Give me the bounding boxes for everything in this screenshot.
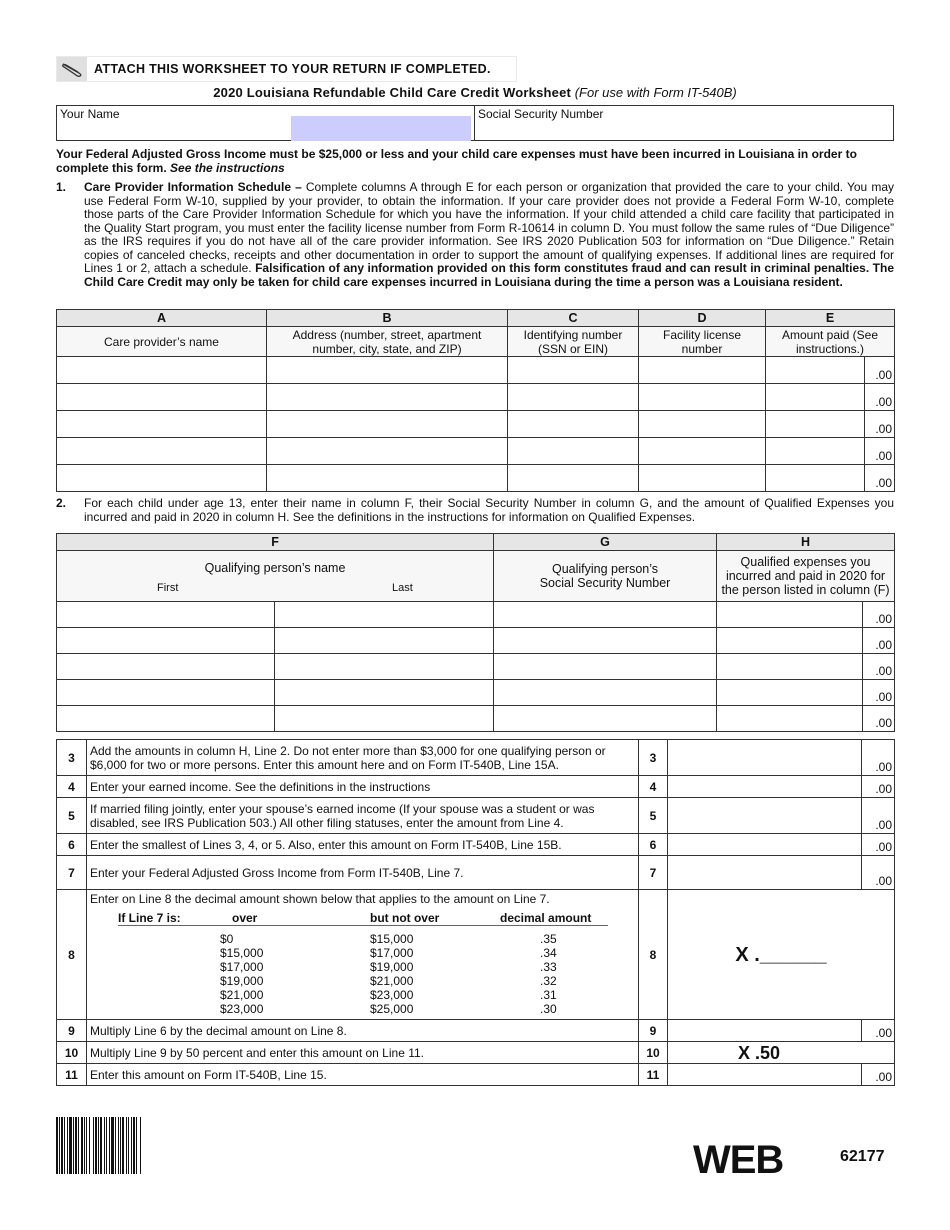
line-3-number: 3: [57, 740, 87, 776]
provider-amount-input[interactable]: [766, 438, 865, 465]
line-2-text: For each child under age 13, enter their name in column F, their Social Security Number in column G, and the amount of Qualified Expenses you incurred and paid in 2020 in column H. See the definitions in the instructions for information on Qualified Expenses.: [84, 496, 894, 524]
line-9-text: Multiply Line 6 by the decimal amount on Line 8.: [87, 1020, 639, 1042]
col-f-label: Qualifying person’s name: [204, 561, 346, 575]
cents-label: .00: [863, 680, 895, 706]
line-1-warning: Falsification of any information provided on this form constitutes fraud and can result in criminal penalties. The Child Care Credit may only be taken for child care expenses incurred in Louisiana during the time a person was a Louisiana resident.: [84, 261, 894, 289]
child-last-name-input[interactable]: [275, 654, 494, 680]
col-g-label: Qualifying person’s Social Security Number: [494, 551, 717, 602]
col-e-label: Amount paid (See instructions.): [766, 327, 895, 357]
provider-license-input[interactable]: [639, 357, 766, 384]
child-first-name-input[interactable]: [57, 706, 275, 732]
line-7-number: 7: [57, 856, 87, 890]
provider-name-input[interactable]: [57, 384, 267, 411]
line-8-content: [87, 890, 639, 1020]
child-expense-input[interactable]: [717, 680, 863, 706]
over-value: $17,000: [220, 959, 264, 974]
provider-name-input[interactable]: [57, 438, 267, 465]
eligibility-notice-text: Your Federal Adjusted Gross Income must be $25,000 or less and your child care expenses must have been incurred in Louisiana in order to complete this form.: [56, 147, 857, 175]
line-4-number-right: 4: [639, 776, 668, 798]
line-11-text: Enter this amount on Form IT-540B, Line 15.: [87, 1064, 639, 1086]
provider-row: [57, 438, 895, 465]
col-c-label: Identifying number (SSN or EIN): [508, 327, 639, 357]
line-1-text: Complete columns A through E for each person or organization that provided the care to your child. You may use Federal Form W-10, supplied by your provider, to obtain the information. If your care provider does not provide a Federal Form W-10, complete those parts of the Care Provider Information Schedule for which you have the information. If your child attended a child care facility that participated in the Quality Start program, you must enter the facility license number from Form R-10614 in column D. You must follow the same rules of “Due Diligence” as the IRS requires if you do not have all of the care provider information. See IRS 2020 Publication 503 for information on “Due Diligence.” Retain copies of canceled checks, receipts and other documentation in order to support the amount of qualifying expenses. If additional lines are required for Lines 1 or 2, attach a schedule.: [84, 180, 894, 275]
decimal-value: .31: [540, 987, 557, 1002]
line-10-number-right: 10: [639, 1042, 668, 1064]
your-name-input[interactable]: [291, 116, 471, 141]
line-6-row: [57, 834, 895, 856]
provider-name-input[interactable]: [57, 357, 267, 384]
cents-label: .00: [865, 438, 895, 465]
line-2-instructions: [56, 497, 894, 524]
cents-label: .00: [863, 602, 895, 628]
child-row: [57, 654, 895, 680]
not-over-value: $25,000: [370, 1001, 414, 1016]
provider-row: [57, 357, 895, 384]
line-6-amount-input[interactable]: [668, 834, 862, 856]
cents-label: .00: [865, 357, 895, 384]
child-expense-input[interactable]: [717, 706, 863, 732]
line-10-number: 10: [57, 1042, 87, 1064]
child-last-name-input[interactable]: [275, 602, 494, 628]
decimal-row: [118, 988, 608, 1002]
child-last-name-input[interactable]: [275, 628, 494, 654]
not-over-value: $21,000: [370, 973, 414, 988]
line-9-amount-input[interactable]: [668, 1020, 862, 1042]
line-6-text: Enter the smallest of Lines 3, 4, or 5. Also, enter this amount on Form IT-540B, Line 15B.: [87, 834, 639, 856]
provider-license-input[interactable]: [639, 438, 766, 465]
decimal-value: .34: [540, 945, 557, 960]
line-5-text: If married filing jointly, enter your spouse’s earned income (If your spouse was a student or was disabled, see IRS Publication 503.) All other filing statuses, enter the amount from Line 4.: [87, 798, 639, 834]
line-8-number-right: 8: [639, 890, 668, 1020]
child-first-name-input[interactable]: [57, 654, 275, 680]
col-c-header: C: [508, 310, 639, 327]
see-instructions: See the instructions: [170, 161, 285, 175]
cents-label: .00: [862, 856, 895, 890]
over-value: $21,000: [220, 987, 264, 1002]
col-b-label: Address (number, street, apartment number, city, state, and ZIP): [267, 327, 508, 357]
your-name-label: Your Name: [60, 107, 120, 121]
provider-amount-input[interactable]: [766, 357, 865, 384]
line-1-heading: Care Provider Information Schedule –: [84, 180, 302, 194]
paperclip-icon: [57, 57, 87, 81]
child-first-name-input[interactable]: [57, 680, 275, 706]
decimal-header: decimal amount: [500, 911, 608, 926]
provider-id-input[interactable]: [508, 465, 639, 492]
cents-label: .00: [862, 740, 895, 776]
your-name-field[interactable]: [57, 106, 475, 140]
col-g-header: G: [494, 534, 717, 551]
child-row: [57, 706, 895, 732]
provider-row: [57, 465, 895, 492]
provider-address-input[interactable]: [267, 465, 508, 492]
line-8-decimal-input[interactable]: X .______: [668, 890, 895, 1020]
attach-notice-text: ATTACH THIS WORKSHEET TO YOUR RETURN IF COMPLETED.: [94, 62, 491, 76]
child-row: [57, 628, 895, 654]
line-7-amount-input[interactable]: [668, 856, 862, 890]
line-2-number: 2.: [56, 496, 67, 510]
provider-name-input[interactable]: [57, 411, 267, 438]
decimal-row: [118, 946, 608, 960]
over-value: $23,000: [220, 1001, 264, 1016]
decimal-value: .33: [540, 959, 557, 974]
over-value: $0: [220, 931, 234, 946]
cents-label: .00: [865, 465, 895, 492]
provider-id-input[interactable]: [508, 357, 639, 384]
line-4-number: 4: [57, 776, 87, 798]
decimal-row: [118, 974, 608, 988]
child-first-name-input[interactable]: [57, 628, 275, 654]
not-over-header: but not over: [370, 911, 500, 926]
child-ssn-input[interactable]: [494, 680, 717, 706]
attach-notice: [56, 56, 517, 82]
ssn-label: Social Security Number: [478, 107, 604, 121]
line-8-number: 8: [57, 890, 87, 1020]
not-over-value: $15,000: [370, 931, 414, 946]
taxpayer-info-row: [56, 105, 894, 141]
line-10-multiplier: X .50: [668, 1042, 895, 1064]
line-4-row: [57, 776, 895, 798]
decimal-value: .32: [540, 973, 557, 988]
page-title: [56, 85, 894, 100]
provider-name-input[interactable]: [57, 465, 267, 492]
form-title: 2020 Louisiana Refundable Child Care Credit Worksheet: [213, 85, 572, 100]
line-6-number-right: 6: [639, 834, 668, 856]
line-7-text: Enter your Federal Adjusted Gross Income from Form IT-540B, Line 7.: [87, 856, 639, 890]
cents-label: .00: [863, 628, 895, 654]
col-e-header: E: [766, 310, 895, 327]
line-3-amount-input[interactable]: [668, 740, 862, 776]
col-a-header: A: [57, 310, 267, 327]
cents-label: .00: [865, 384, 895, 411]
line-7-row: [57, 856, 895, 890]
line-5-number-right: 5: [639, 798, 668, 834]
line-1-number: 1.: [56, 180, 67, 194]
col-d-header: D: [639, 310, 766, 327]
line-9-row: [57, 1020, 895, 1042]
line-7-number-right: 7: [639, 856, 668, 890]
over-value: $15,000: [220, 945, 264, 960]
child-last-name-input[interactable]: [275, 680, 494, 706]
provider-address-input[interactable]: [267, 357, 508, 384]
not-over-value: $23,000: [370, 987, 414, 1002]
line-11-number: 11: [57, 1064, 87, 1086]
cents-label: .00: [862, 834, 895, 856]
decimal-row: [118, 960, 608, 974]
line-4-amount-input[interactable]: [668, 776, 862, 798]
line-10-text: Multiply Line 9 by 50 percent and enter this amount on Line 11.: [87, 1042, 639, 1064]
line-5-number: 5: [57, 798, 87, 834]
cents-label: .00: [863, 654, 895, 680]
line-11-row: [57, 1064, 895, 1086]
child-row: [57, 602, 895, 628]
decimal-value: .30: [540, 1001, 557, 1016]
child-ssn-input[interactable]: [494, 628, 717, 654]
form-subtitle: (For use with Form IT-540B): [574, 85, 737, 100]
line-5-amount-input[interactable]: [668, 798, 862, 834]
ssn-field[interactable]: [475, 106, 893, 140]
decimal-value: .35: [540, 931, 557, 946]
cents-label: .00: [862, 776, 895, 798]
col-b-header: B: [267, 310, 508, 327]
barcode: [56, 1117, 224, 1174]
col-h-header: H: [717, 534, 895, 551]
provider-amount-input[interactable]: [766, 384, 865, 411]
provider-address-input[interactable]: [267, 411, 508, 438]
provider-amount-input[interactable]: [766, 465, 865, 492]
col-a-label: Care provider’s name: [57, 327, 267, 357]
line-3-number-right: 3: [639, 740, 668, 776]
decimal-row: [118, 932, 608, 946]
line-3-text: Add the amounts in column H, Line 2. Do not enter more than $3,000 for one qualifying person or $6,000 for two or more persons. Enter this amount here and on Form IT-540B, Line 15A.: [87, 740, 639, 776]
eligibility-notice: [56, 147, 896, 175]
computation-lines-table: [56, 739, 895, 1086]
child-row: [57, 680, 895, 706]
last-name-label: Last: [392, 582, 413, 594]
line-9-number-right: 9: [639, 1020, 668, 1042]
form-number: 62177: [840, 1148, 885, 1165]
not-over-value: $17,000: [370, 945, 414, 960]
provider-amount-input[interactable]: [766, 411, 865, 438]
line-10-row: [57, 1042, 895, 1064]
col-f-header: F: [57, 534, 494, 551]
line-11-amount-input[interactable]: [668, 1064, 862, 1086]
col-d-label: Facility license number: [639, 327, 766, 357]
over-value: $19,000: [220, 973, 264, 988]
line-11-number-right: 11: [639, 1064, 668, 1086]
cents-label: .00: [862, 1020, 895, 1042]
line-4-text: Enter your earned income. See the definitions in the instructions: [87, 776, 639, 798]
qualifying-person-table: [56, 533, 895, 732]
provider-id-input[interactable]: [508, 438, 639, 465]
provider-row: [57, 411, 895, 438]
line-6-number: 6: [57, 834, 87, 856]
line-1-instructions: [56, 181, 894, 289]
child-expense-input[interactable]: [717, 628, 863, 654]
child-last-name-input[interactable]: [275, 706, 494, 732]
provider-row: [57, 384, 895, 411]
line-8-row: [57, 890, 895, 1020]
decimal-row: [118, 1002, 608, 1016]
cents-label: .00: [862, 1064, 895, 1086]
line-8-text: Enter on Line 8 the decimal amount shown below that applies to the amount on Line 7.: [90, 892, 550, 906]
decimal-lookup-table: [118, 911, 608, 1016]
child-ssn-input[interactable]: [494, 706, 717, 732]
col-f-label-cell: [57, 551, 494, 602]
cents-label: .00: [865, 411, 895, 438]
provider-address-input[interactable]: [267, 384, 508, 411]
child-ssn-input[interactable]: [494, 654, 717, 680]
first-name-label: First: [157, 582, 179, 594]
child-ssn-input[interactable]: [494, 602, 717, 628]
line-9-number: 9: [57, 1020, 87, 1042]
col-h-label: Qualified expenses you incurred and paid in 2020 for the person listed in column (F): [717, 551, 895, 602]
web-label: WEB: [693, 1138, 784, 1182]
provider-license-input[interactable]: [639, 411, 766, 438]
child-expense-input[interactable]: [717, 602, 863, 628]
provider-license-input[interactable]: [639, 465, 766, 492]
if-line-7-header: If Line 7 is:: [118, 911, 220, 926]
provider-id-input[interactable]: [508, 411, 639, 438]
cents-label: .00: [863, 706, 895, 732]
not-over-value: $19,000: [370, 959, 414, 974]
child-expense-input[interactable]: [717, 654, 863, 680]
line-3-row: [57, 740, 895, 776]
provider-address-input[interactable]: [267, 438, 508, 465]
care-provider-table: [56, 309, 895, 492]
line-5-row: [57, 798, 895, 834]
over-header: over: [220, 911, 370, 926]
provider-id-input[interactable]: [508, 384, 639, 411]
child-first-name-input[interactable]: [57, 602, 275, 628]
provider-license-input[interactable]: [639, 384, 766, 411]
cents-label: .00: [862, 798, 895, 834]
